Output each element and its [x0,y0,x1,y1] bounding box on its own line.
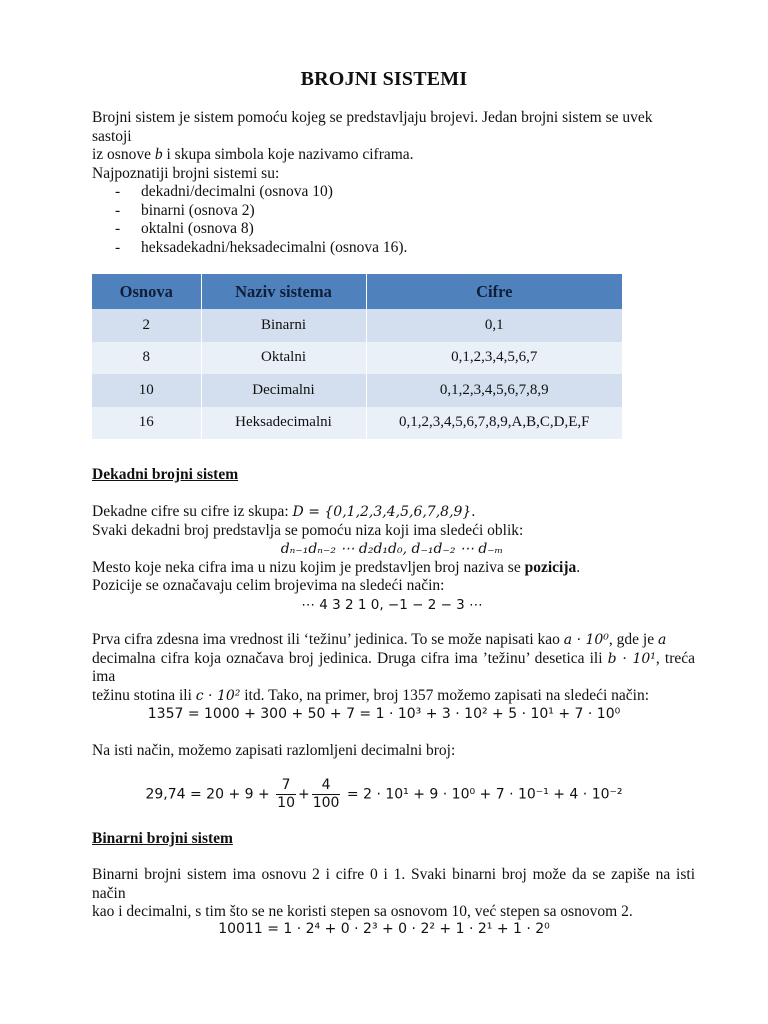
table-cell: Decimalni [201,374,366,407]
fraction-denominator: 100 [312,795,340,811]
eq2-left: 29,74 = 20 + 9 + [145,786,275,803]
dekadni-definition [92,503,692,614]
systems-list [92,183,692,257]
table-row [92,342,622,375]
table-cell: Heksadecimalni [201,407,366,440]
table-cell: 16 [92,407,201,440]
page-title: BROJNI SISTEMI [300,68,468,90]
bullet-dash: - [115,201,121,219]
intro-line-2 [92,146,692,165]
equation-1357: 1357 = 1000 + 300 + 50 + 7 = 1 · 10³ + 3 · 10² + 5 · 10¹ + 7 · 10⁰ [147,706,621,722]
table-cell: 0,1,2,3,4,5,6,7,8,9,A,B,C,D,E,F [366,407,622,440]
weights-line-1a: Prva cifra zdesna ima vrednost ili ‘težinu’ jedinica. To se može napisati kao [92,631,564,648]
section-heading-binarni: Binarni brojni sistem [92,830,233,847]
table-cell: Oktalni [201,342,366,375]
table-row [92,309,622,342]
fraction-numerator: 4 [312,777,341,795]
fraction-7-10 [276,777,296,812]
weights-math-3: b · 10¹ [607,650,656,667]
list-item [92,239,692,258]
weights-line-3 [92,687,695,706]
table-cell: 8 [92,342,201,375]
list-item-text: binarni (osnova 2) [141,201,255,219]
dekadni-weights-paragraph [92,631,695,705]
intro-line-3: Najpoznatiji brojni sistemi su: [92,164,280,182]
list-item-text: heksadekadni/heksadecimalni (osnova 16). [141,238,408,256]
dekadni-line-2: Svaki dekadni broj predstavlja se pomoću niza koji ima sledeći oblik: [92,521,524,539]
dekadni-line-3 [92,559,692,578]
dekadni-line-3a: Mesto koje neka cifra ima u nizu kojim je predstavljen broj naziva se [92,558,525,576]
table-cell: 0,1 [366,309,622,342]
table-cell: 0,1,2,3,4,5,6,7 [366,342,622,375]
equation-29-74 [0,777,768,812]
intro-line-1: Brojni sistem je sistem pomoću kojeg se predstavljaju brojevi. Jedan brojni sistem se uvek sastoji [92,109,653,145]
table-cell: 2 [92,309,201,342]
weights-line-3a: težinu stotina ili [92,686,196,704]
column-header-osnova: Osnova [92,274,201,309]
column-header-cifre: Cifre [366,274,622,309]
fraction-denominator: 10 [277,795,295,811]
list-item-text: dekadni/decimalni (osnova 10) [141,183,333,200]
dekadni-line-1b: . [471,503,476,520]
pozicija-term: pozicija [524,558,577,576]
list-item-text: oktalni (osnova 8) [141,220,254,237]
weights-line-3b: itd. Tako, na primer, broj 1357 možemo zapisati na sledeći način: [240,686,650,704]
intro-line-2b: i skupa simbola koje nazivamo ciframa. [162,146,414,163]
weights-math-2: a [658,632,667,648]
fraction-4-100 [312,777,341,812]
dekadni-line-1a: Dekadne cifre su cifre iz skupa: [92,503,293,520]
dekadni-line-3b: . [576,558,581,576]
list-item [92,202,692,221]
eq2-plus: + [298,786,310,803]
binarni-line-1: Binarni brojni sistem ima osnovu 2 i cifre 0 i 1. Svaki binarni broj može da se zapiše na isti način [92,866,695,902]
dekadni-line-4: Pozicije se označavaju celim brojevima na sledeći način: [92,577,445,594]
equation-10011: 10011 = 1 · 2⁴ + 0 · 2³ + 0 · 2² + 1 · 2¹ + 1 · 2⁰ [218,921,550,937]
table-cell: 0,1,2,3,4,5,6,7,8,9 [366,374,622,407]
table-row [92,407,622,440]
base-variable: b [154,146,163,163]
bullet-dash: - [115,183,121,200]
bullet-dash: - [115,238,121,256]
intro-line-2a: iz osnove [92,146,155,163]
weights-line-2b: , treća ima [92,649,696,685]
number-systems-table [92,274,622,439]
dekadni-line-1 [92,503,692,522]
weights-math-4: c · 10² [195,687,241,704]
fraction-numerator: 7 [276,777,296,795]
weights-line-1 [92,631,695,650]
weights-math-1: a · 10⁰ [563,632,609,648]
section-heading-dekadni: Dekadni brojni sistem [92,466,239,483]
weights-line-1b: , gde je [608,631,658,648]
positions-formula: ⋯ 4 3 2 1 0, −1 − 2 − 3 ⋯ [301,596,483,613]
binarni-paragraph [92,866,695,922]
table-cell: Binarni [201,309,366,342]
table-row [92,374,622,407]
column-header-naziv: Naziv sistema [201,274,366,309]
bullet-dash: - [115,220,121,237]
weights-line-2 [92,650,695,687]
list-item [92,220,692,239]
list-item [92,183,692,202]
weights-line-2a: decimalna cifra koja označava broj jedinica. Druga cifra ima ’težinu’ desetica ili [92,649,608,667]
binarni-line-2: kao i decimalni, s tim što se ne koristi stepen sa osnovom 10, već stepen sa osnovom 2. [92,903,633,920]
eq2-right: = 2 · 10¹ + 9 · 10⁰ + 7 · 10⁻¹ + 4 · 10⁻² [342,786,623,803]
digit-set-formula: D = {0,1,2,3,4,5,6,7,8,9} [292,504,472,520]
fraction-intro: Na isti način, možemo zapisati razlomljeni decimalni broj: [92,742,456,759]
table-cell: 10 [92,374,201,407]
intro-section [92,109,692,257]
table-header-row [92,274,622,309]
digit-sequence-formula: dₙ₋₁dₙ₋₂ ⋯ d₂d₁d₀, d₋₁d₋₂ ⋯ d₋ₘ [280,541,504,557]
